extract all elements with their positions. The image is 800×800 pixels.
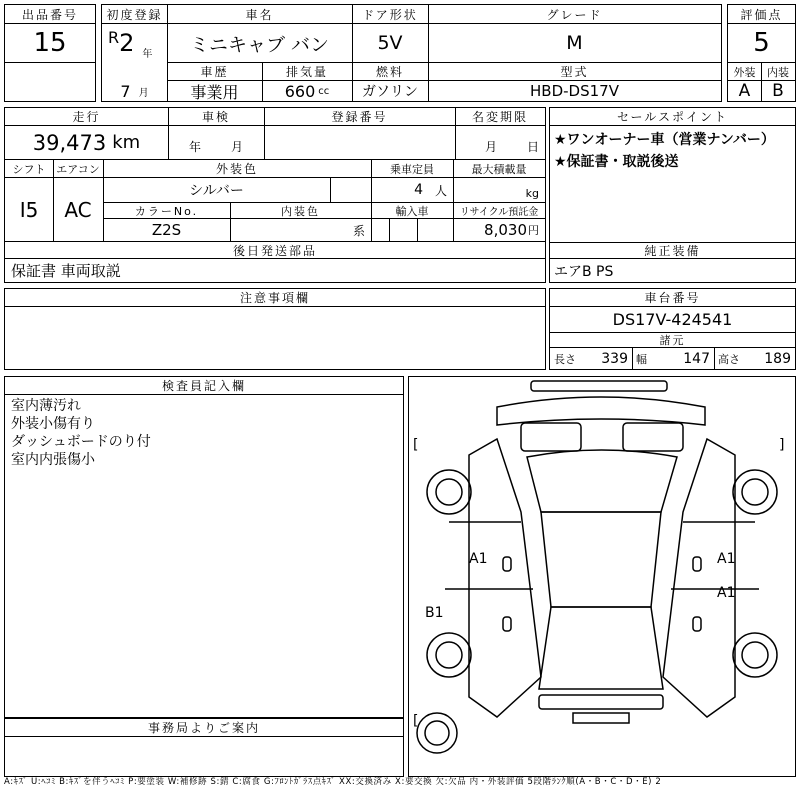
capacity: 4: [414, 182, 423, 198]
import-label: 輸入車: [395, 204, 429, 218]
width-cell: [632, 348, 714, 369]
displacement-label: 排気量: [285, 65, 328, 79]
capacity-label: 乗車定員: [390, 162, 434, 176]
width-value: 147: [683, 350, 710, 367]
chassis-number: DS17V-424541: [612, 310, 733, 329]
bracket-close-icon: ]: [779, 437, 785, 453]
mileage-value: [5, 126, 168, 159]
aircon-label: エアコン: [56, 162, 100, 176]
max-load-unit: kg: [525, 187, 539, 200]
sales-point: ★ワンオーナー車（営業ナンバー）: [554, 132, 775, 148]
displacement-value: [262, 81, 352, 101]
capacity-unit: 人: [434, 183, 447, 198]
parts-label: 後日発送部品: [232, 243, 317, 258]
spec-label: 諸元: [659, 334, 686, 347]
bracket-open-icon: [: [413, 437, 419, 453]
interior-color-unit: 系: [352, 223, 365, 238]
car-name-label: 車名: [245, 7, 274, 22]
rear-bumper: [539, 695, 663, 709]
shift-value: I5: [19, 197, 39, 222]
run-spec-box: [4, 107, 546, 283]
rear-plate: [573, 713, 629, 723]
registration-value: [264, 126, 455, 159]
inspector-box: [4, 376, 404, 718]
inspection-label: 車検: [201, 110, 230, 124]
length-value: 339: [601, 350, 628, 367]
cabin-outline: [541, 512, 661, 607]
width-label: 幅: [636, 352, 647, 366]
exterior-score: A: [738, 81, 751, 101]
abbreviation-legend: A:ｷｽﾞ U:ﾍｺﾐ B:ｷｽﾞを伴うﾍｺﾐ P:要塗装 W:補修跡 S:錆 C:腐食 G:ﾌﾛﾝﾄｶﾞﾗｽ点ｷｽﾞ XX:交換済み X:要交換 欠:欠品 内・外装評価 5段階ﾗﾝｸ順(A・B・C・D・E) 2: [4, 777, 662, 787]
car-outline: [409, 377, 795, 776]
damage-mark: A1: [469, 551, 488, 567]
door-handle: [503, 617, 511, 631]
reg-month-value: [102, 81, 167, 101]
damage-mark: A1: [717, 585, 736, 601]
vehicle-box: [101, 4, 722, 102]
spare-wheel: [417, 713, 457, 753]
recycle-label: リサイクル預託金: [459, 207, 539, 218]
sales-label: セールスポイント: [617, 110, 728, 124]
damage-mark: A1: [717, 551, 736, 567]
door-handle: [503, 557, 511, 571]
exterior-color: シルバー: [189, 183, 244, 199]
first-reg-value: [102, 24, 167, 62]
km-unit: km: [112, 132, 141, 153]
inspector-remark: 室内内張傷小: [11, 452, 95, 468]
recycle-amount: 8,030: [484, 221, 527, 239]
inspector-label: 検査員記入欄: [161, 379, 246, 393]
inspection-value: [168, 126, 264, 159]
left-side: [469, 439, 541, 717]
equipment-label: 純正装備: [644, 243, 701, 258]
height-cell: [714, 348, 795, 369]
exterior-color-label: 外装色: [215, 162, 258, 176]
capacity-value: [371, 178, 453, 202]
reg-year: 2: [119, 29, 135, 57]
rear-outline: [539, 607, 663, 689]
fuel-label: 燃料: [375, 65, 404, 79]
grade: M: [566, 32, 583, 54]
displacement: 660: [284, 81, 316, 101]
door-handle: [693, 557, 701, 571]
yen-unit: 円: [528, 224, 539, 237]
cc-unit: cc: [318, 85, 330, 97]
right-side: [663, 439, 735, 717]
hood-outline: [497, 397, 705, 425]
front-bumper: [531, 381, 667, 391]
history: 事業用: [190, 82, 239, 101]
import-value: [371, 219, 453, 241]
inspection-year-unit: 年: [188, 140, 201, 154]
score-value: 5: [753, 28, 770, 58]
rear-right-wheel: [733, 633, 777, 677]
score-label: 評価点: [740, 7, 783, 22]
damage-diagram: [408, 376, 796, 777]
reg-month: 7: [120, 81, 131, 101]
score-box: [727, 4, 796, 102]
chassis-box: [549, 288, 796, 370]
mileage: 39,473: [32, 130, 107, 155]
inspector-remark: 室内薄汚れ: [11, 398, 81, 414]
inspector-remark: ダッシュボードのり付: [11, 434, 151, 450]
interior-score: B: [772, 81, 784, 101]
windshield-right: [623, 423, 683, 451]
parts-value: 保証書 車両取説: [11, 262, 121, 280]
interior-color-label: 内装色: [281, 204, 320, 218]
length-label: 長さ: [554, 352, 576, 366]
model-label: 型式: [560, 65, 589, 79]
office-box: [4, 718, 404, 777]
notes-label: 注意事項欄: [239, 291, 310, 305]
lot-number: 15: [33, 28, 67, 58]
car-name: ミニキャブ バン: [189, 33, 330, 56]
era: R: [108, 28, 120, 47]
windshield-left: [521, 423, 581, 451]
aircon-value: AC: [64, 197, 92, 222]
recycle-value: [453, 219, 545, 241]
door-type: 5V: [377, 32, 403, 54]
front-right-wheel: [733, 470, 777, 514]
chassis-label: 車台番号: [644, 291, 701, 305]
inspector-remark: 外装小傷有り: [11, 416, 95, 432]
damage-mark: B1: [425, 605, 444, 621]
equipment-value: エアB PS: [554, 263, 614, 280]
exterior-label: 外装: [733, 65, 756, 79]
name-change-value: [455, 126, 545, 159]
grade-label: グレード: [546, 7, 603, 22]
sales-point: ★保証書・取説後送: [554, 154, 679, 170]
lot-label: 出品番号: [21, 7, 78, 22]
color-no: Z2S: [151, 221, 182, 239]
month-unit: 月: [138, 87, 149, 99]
height-value: 189: [764, 350, 791, 367]
max-load-label: 最大積載量: [471, 162, 527, 176]
rear-left-wheel: [427, 633, 471, 677]
lot-box: [4, 4, 96, 102]
name-change-label: 名変期限: [471, 110, 528, 124]
front-left-wheel: [427, 470, 471, 514]
fuel: ガソリン: [362, 84, 418, 100]
sales-points-box: [549, 107, 796, 283]
first-reg-label: 初度登録: [106, 7, 163, 22]
color-no-label: カラーNo.: [134, 204, 199, 218]
year-unit: 年: [142, 49, 153, 60]
length-cell: [550, 348, 632, 369]
mileage-label: 走行: [72, 110, 101, 124]
height-label: 高さ: [718, 352, 740, 366]
model-code: HBD-DS17V: [530, 82, 619, 100]
name-change-day-unit: 日: [526, 140, 539, 154]
bracket-open-icon: [: [413, 713, 419, 729]
history-label: 車歴: [200, 65, 229, 79]
roof-outline: [527, 450, 677, 512]
door-label: ドア形状: [362, 7, 418, 22]
shift-label: シフト: [12, 162, 46, 176]
name-change-month-unit: 月: [484, 140, 497, 154]
office-label: 事務局よりご案内: [147, 721, 260, 735]
inspection-month-unit: 月: [231, 140, 244, 154]
interior-label: 内装: [767, 65, 789, 79]
notes-box: [4, 288, 546, 370]
door-handle: [693, 617, 701, 631]
registration-label: 登録番号: [331, 110, 388, 124]
